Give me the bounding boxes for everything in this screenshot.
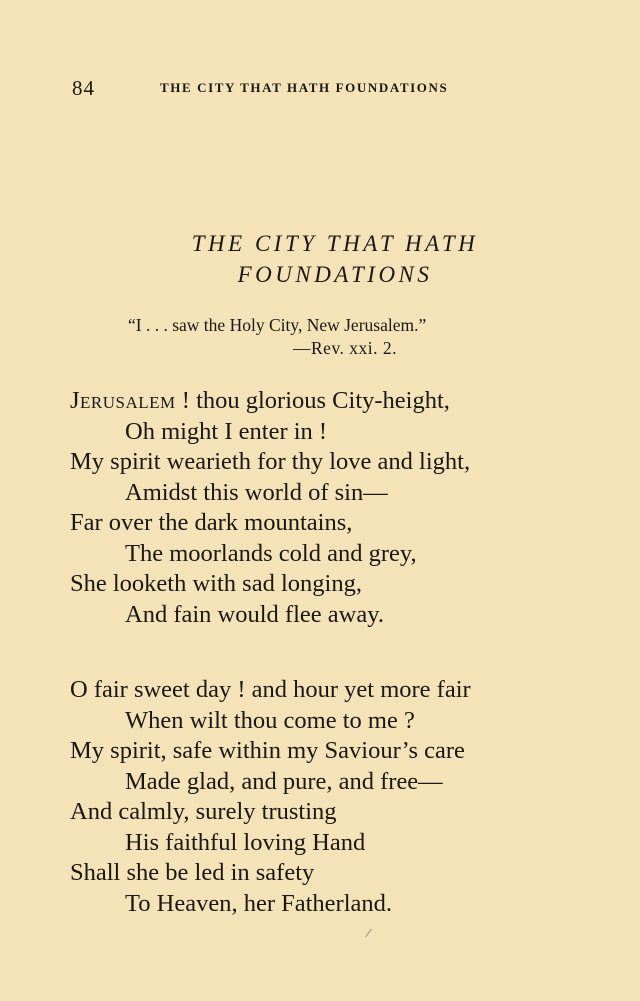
- poem-line: Made glad, and pure, and free—: [125, 767, 443, 795]
- poem-line: And fain would flee away.: [125, 600, 384, 628]
- poem-line: When wilt thou come to me ?: [125, 706, 415, 734]
- poem-title-line-2: FOUNDATIONS: [237, 262, 433, 287]
- running-title: THE CITY THAT HATH FOUNDATIONS: [160, 80, 449, 95]
- ink-mark: [365, 929, 372, 938]
- poem-line: My spirit wearieth for thy love and light,: [70, 448, 471, 475]
- poem-line: My spirit, safe within my Saviour’s care: [70, 737, 465, 764]
- poem-line: Shall she be led in safety: [70, 859, 315, 886]
- poem-line: Oh might I enter in !: [125, 417, 328, 445]
- epigraph: “I . . . saw the Holy City, New Jerusalem.”: [128, 315, 427, 335]
- poem-line: O fair sweet day ! and hour yet more fair: [70, 676, 471, 703]
- poem-title: [0, 228, 640, 290]
- poem-line: She looketh with sad longing,: [70, 570, 362, 597]
- poem-line: [70, 386, 590, 417]
- poem-line: Amidst this world of sin—: [125, 478, 388, 506]
- stanza-2: [70, 675, 590, 919]
- stanza-1: [70, 386, 590, 630]
- poem-title-line-1: THE CITY THAT HATH: [191, 231, 479, 256]
- running-head: [72, 76, 522, 100]
- poem-line: The moorlands cold and grey,: [125, 539, 417, 567]
- epigraph-citation: —Rev. xxi. 2.: [293, 338, 398, 358]
- poem-line: Far over the dark mountains,: [70, 509, 353, 536]
- first-line-rest: ! thou glorious City-height,: [175, 387, 450, 414]
- poem-line: To Heaven, her Fatherland.: [125, 889, 392, 917]
- poem-line: And calmly, surely trusting: [70, 798, 337, 825]
- opening-word: Jerusalem: [70, 387, 176, 414]
- page-number: 84: [72, 76, 95, 100]
- poem-line: His faithful loving Hand: [125, 828, 366, 856]
